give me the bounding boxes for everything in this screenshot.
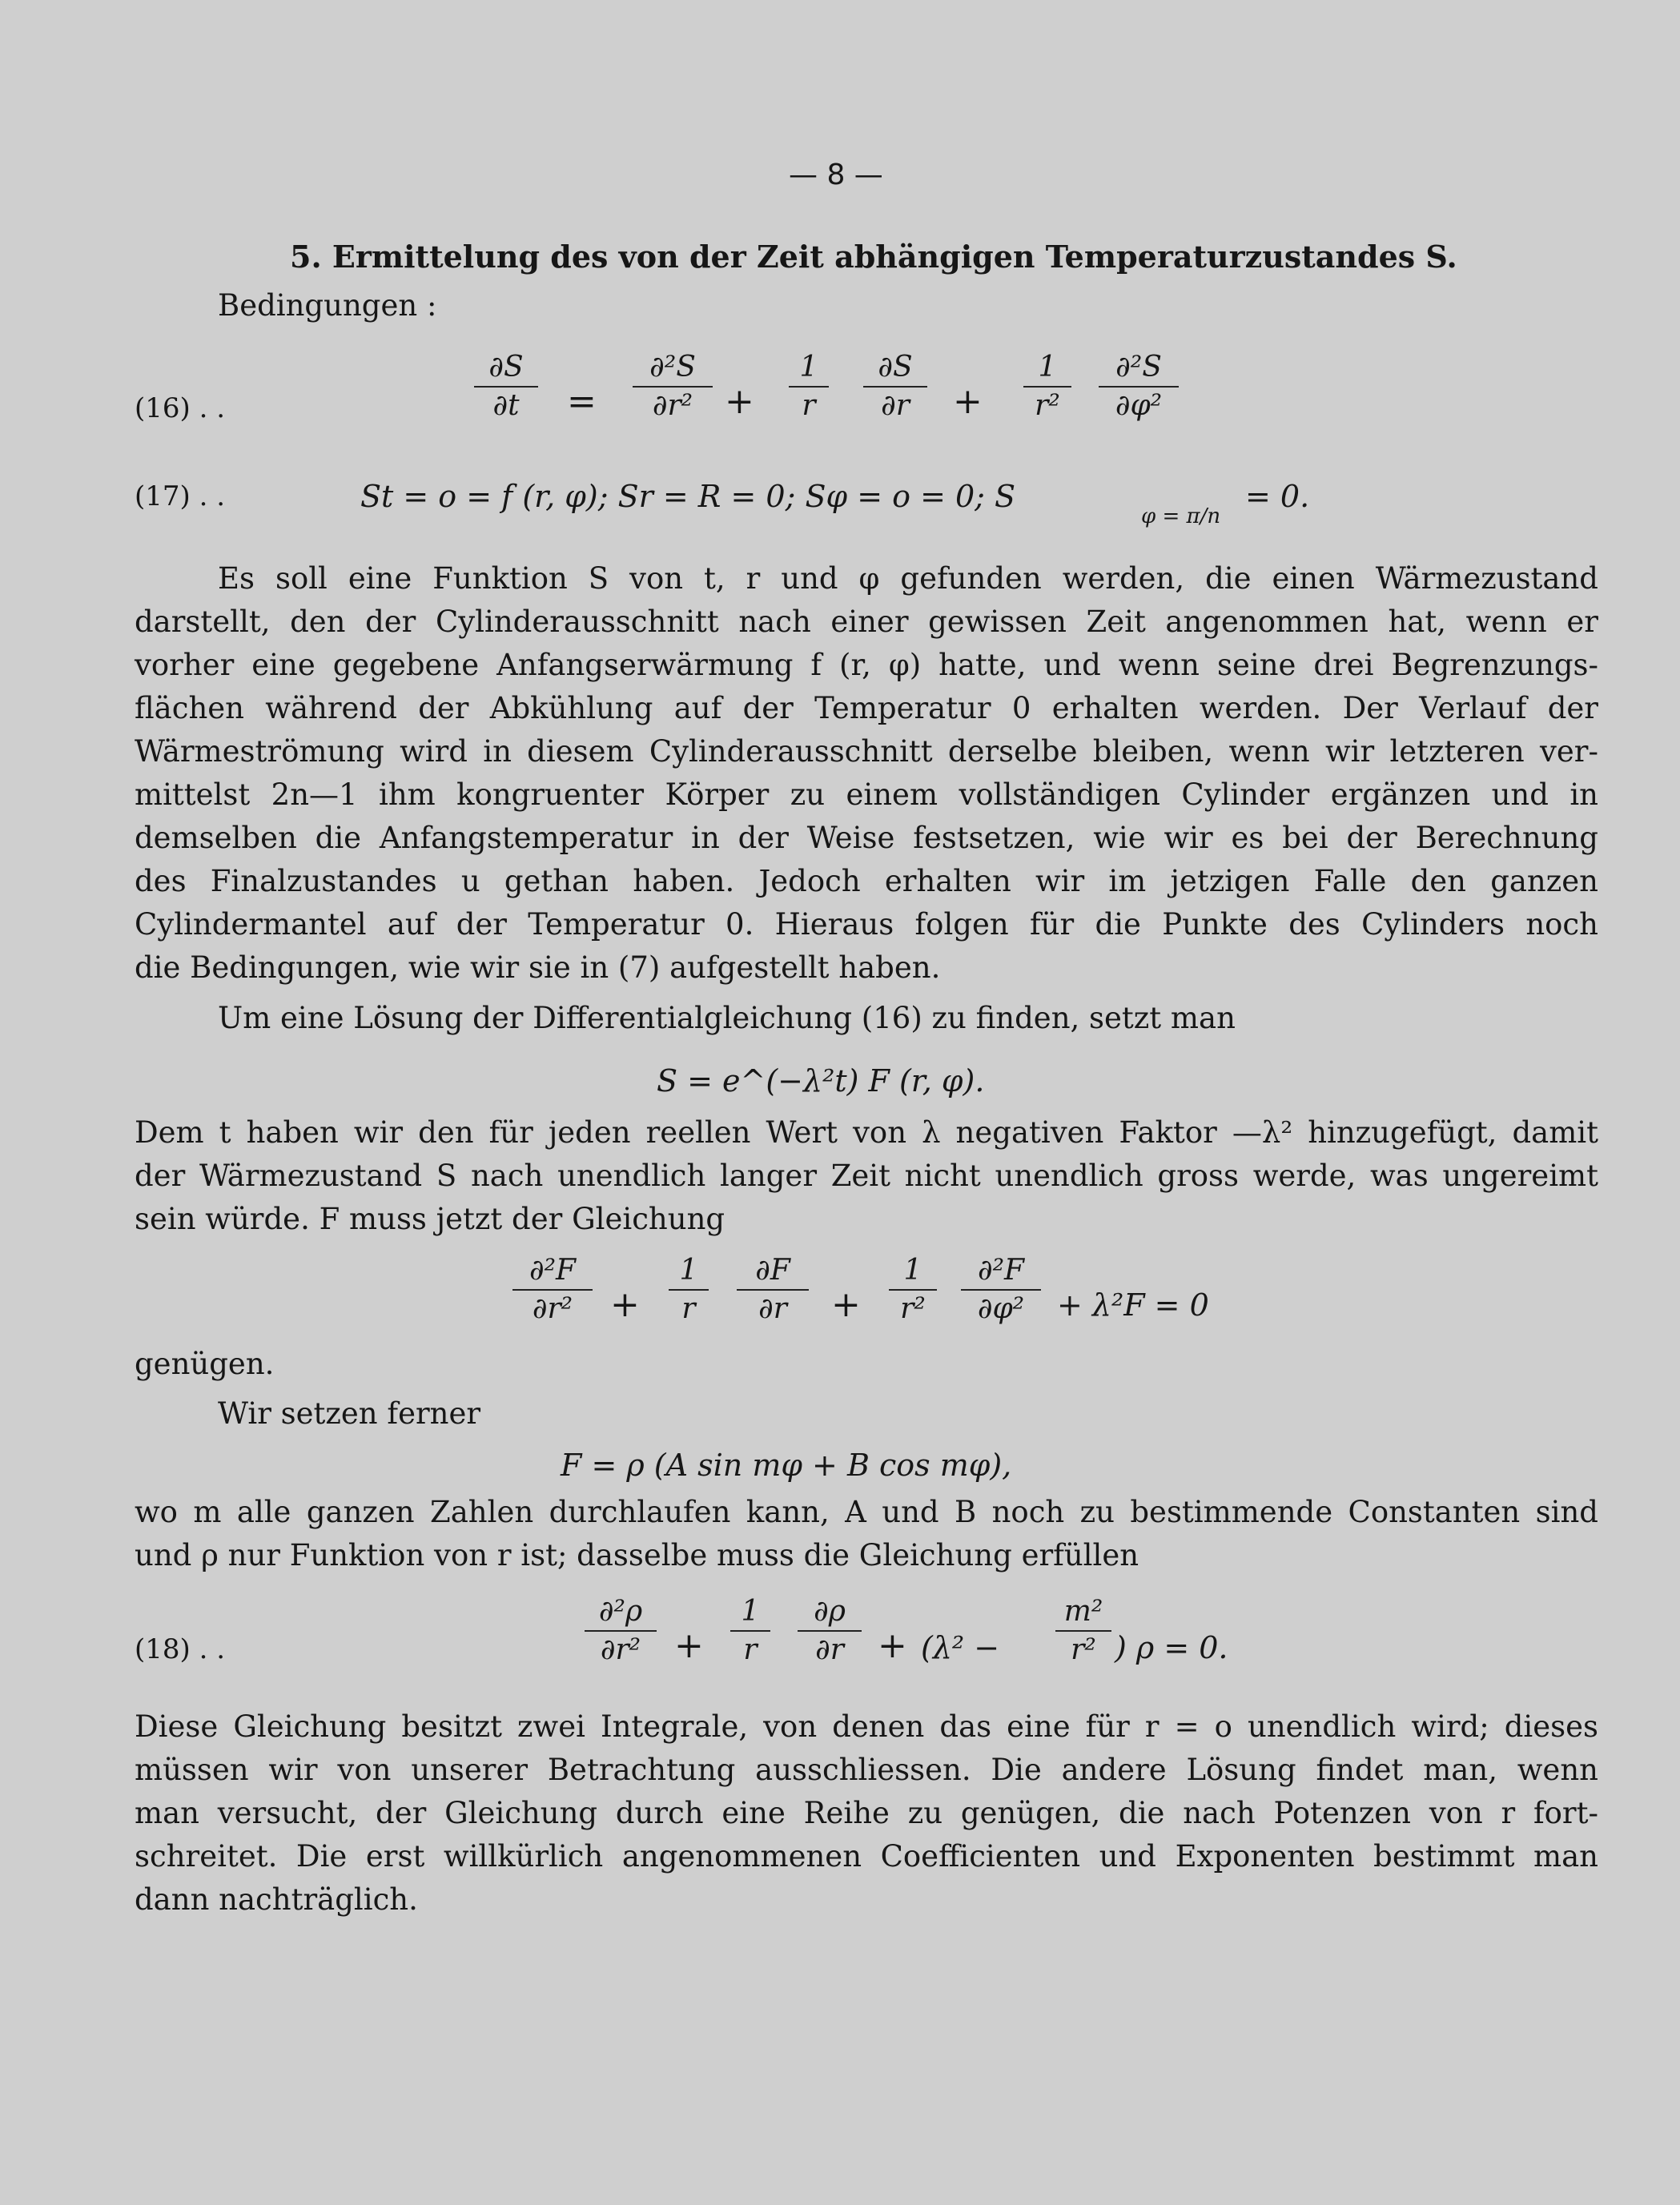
fraction-d2F-dr2: ∂²F ∂r²	[512, 1254, 593, 1326]
paren-lambda: (λ² −	[921, 1630, 1000, 1665]
paragraph-4: Wir setzen ferner	[218, 1396, 481, 1431]
fraction-1-r2: 1 r²	[1023, 351, 1071, 423]
word-genuegen: genügen.	[135, 1347, 275, 1381]
equation-number-16: (16) . .	[135, 392, 226, 424]
fraction-1-r2: 1 r²	[889, 1254, 937, 1326]
plus-sign: +	[878, 1625, 907, 1666]
text-line: dann nachträglich.	[135, 1882, 418, 1917]
text-line: die Bedingungen, wie wir sie in (7) aufgestellt haben.	[135, 950, 941, 985]
equals-sign: =	[567, 381, 597, 422]
fraction-dF-dr: ∂F ∂r	[737, 1254, 809, 1326]
fraction-d2rho-dr2: ∂²ρ ∂r²	[585, 1595, 657, 1667]
equation-S-ansatz: S = e^(−λ²t) F (r, φ).	[657, 1063, 985, 1098]
fraction-1-r: 1 r	[669, 1254, 709, 1326]
fraction-dS-dt: ∂S ∂t	[474, 351, 538, 423]
paragraph-1	[135, 557, 1598, 990]
text-line: vorher eine gegebene Anfangserwärmung f (r, φ) hatte, und wenn seine drei Begrenzungs-	[135, 648, 1598, 682]
text-line: Es soll eine Funktion S von t, r und φ gefunden werden, die einen Wärmezustand	[218, 561, 1598, 596]
boundary-subscript: φ = π/n	[1141, 504, 1221, 528]
text-line: flächen während der Abkühlung auf der Temperatur 0 erhalten werden. Der Verlauf der	[135, 691, 1598, 725]
boundary-tail: = 0.	[1245, 479, 1310, 514]
fraction-d2S-dr2: ∂²S ∂r²	[633, 351, 713, 423]
fraction-m2-r2: m² r²	[1055, 1595, 1111, 1667]
equation-F-definition: F = ρ (A sin mφ + B cos mφ),	[561, 1448, 1012, 1483]
fraction-dS-dr: ∂S ∂r	[863, 351, 927, 423]
plus-sign: +	[610, 1284, 640, 1325]
text-line: und ρ nur Funktion von r ist; dasselbe muss die Gleichung erfüllen	[135, 1538, 1139, 1572]
fraction-1-r: 1 r	[730, 1595, 770, 1667]
plus-sign: +	[725, 381, 754, 422]
conditions-label: Bedingungen :	[218, 288, 437, 323]
fraction-d2F-dphi2: ∂²F ∂φ²	[961, 1254, 1041, 1326]
text-line: Dem t haben wir den für jeden reellen Wert von λ negativen Faktor —λ² hinzugefügt, damit	[135, 1115, 1598, 1150]
equation-18-tail: ) ρ = 0.	[1115, 1630, 1228, 1665]
text-line: schreitet. Die erst willkürlich angenommenen Coefficienten und Exponenten bestimmt man	[135, 1839, 1598, 1874]
text-line: mittelst 2n—1 ihm kongruenter Körper zu einem vollständigen Cylinder ergänzen und in	[135, 777, 1598, 812]
text-line: Wärmeströmung wird in diesem Cylinderausschnitt derselbe bleiben, wenn wir letzteren ver-	[135, 734, 1598, 769]
section-heading: 5. Ermittelung des von der Zeit abhängigen Temperaturzustandes S.	[290, 239, 1457, 275]
equation-number-18: (18) . .	[135, 1633, 226, 1665]
plus-sign: +	[831, 1284, 861, 1325]
plus-sign: +	[674, 1625, 704, 1666]
fraction-1-r: 1 r	[789, 351, 829, 423]
paragraph-6	[135, 1705, 1598, 1922]
text-line: der Wärmezustand S nach unendlich langer Zeit nicht unendlich gross werde, was ungereimt	[135, 1159, 1598, 1193]
text-line: demselben die Anfangstemperatur in der Weise festsetzen, wie wir es bei der Berechnung	[135, 821, 1598, 855]
equation-number-17: (17) . .	[135, 480, 226, 512]
paragraph-3	[135, 1111, 1598, 1241]
boundary-conditions: St = o = f (r, φ); Sr = R = 0; Sφ = o = 0; S	[360, 479, 1016, 514]
paragraph-2: Um eine Lösung der Differentialgleichung (16) zu finden, setzt man	[218, 1001, 1236, 1035]
text-line: man versucht, der Gleichung durch eine Reihe zu genügen, die nach Potenzen von r fort-	[135, 1796, 1598, 1830]
text-line: sein würde. F muss jetzt der Gleichung	[135, 1202, 725, 1236]
text-line: des Finalzustandes u gethan haben. Jedoch erhalten wir im jetzigen Falle den ganzen	[135, 864, 1598, 898]
page-number: — 8 —	[789, 159, 883, 191]
text-line: darstellt, den der Cylinderausschnitt nach einer gewissen Zeit angenommen hat, wenn er	[135, 604, 1598, 639]
equation-F-tail: + λ²F = 0	[1057, 1287, 1209, 1323]
text-line: müssen wir von unserer Betrachtung ausschliessen. Die andere Lösung findet man, wenn	[135, 1753, 1598, 1787]
fraction-drho-dr: ∂ρ ∂r	[798, 1595, 862, 1667]
fraction-d2S-dphi2: ∂²S ∂φ²	[1099, 351, 1179, 423]
text-line: Cylindermantel auf der Temperatur 0. Hieraus folgen für die Punkte des Cylinders noch	[135, 907, 1598, 942]
text-line: wo m alle ganzen Zahlen durchlaufen kann, A und B noch zu bestimmende Constanten sind	[135, 1495, 1598, 1529]
paragraph-5	[135, 1491, 1598, 1577]
text-line: Diese Gleichung besitzt zwei Integrale, von denen das eine für r = o unendlich wird; dieses	[135, 1709, 1598, 1744]
plus-sign: +	[953, 381, 983, 422]
